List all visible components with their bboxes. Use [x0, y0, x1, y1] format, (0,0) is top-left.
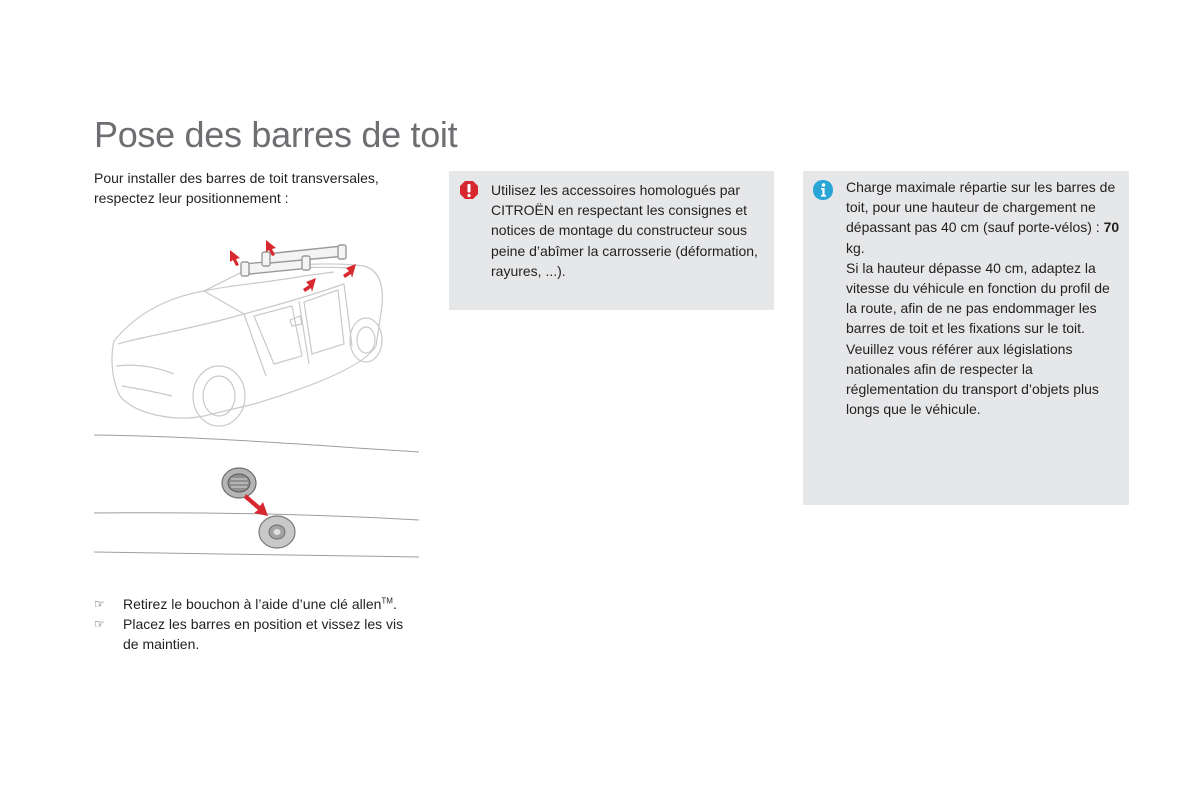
car-drawing — [112, 264, 382, 426]
trademark-sup: TM — [381, 596, 393, 606]
bullet-text-2: Placez les barres en position et vissez les vis de maintien. — [123, 616, 404, 652]
info-text — [846, 177, 1121, 419]
intro-text: Pour installer des barres de toit transversales, respectez leur positionnement : — [94, 170, 379, 206]
warning-box — [449, 171, 774, 310]
bullet-text-1-end: . — [392, 596, 397, 612]
roof-rail-lines — [94, 435, 419, 557]
info-paragraph-legislation: Veuillez vous référer aux législations nationales afin de respecter la réglementation du transport d’objets plus longs que le véhicule. — [846, 340, 1099, 418]
warning-icon — [458, 179, 480, 201]
info-icon — [812, 179, 834, 201]
instruction-list — [94, 594, 419, 654]
page-title: Pose des barres de toit — [94, 114, 458, 155]
roof-bars — [241, 245, 346, 276]
roof-cap-detail — [222, 468, 295, 548]
info-box — [803, 171, 1129, 505]
roof-bars-illustration — [94, 236, 424, 566]
list-item — [94, 614, 419, 654]
pointing-hand-icon: ☞ — [94, 597, 105, 611]
max-load-value: 70 — [1103, 219, 1120, 236]
pointing-hand-icon: ☞ — [94, 617, 105, 631]
bullet-text-1: Retirez le bouchon à l’aide d’une clé allen — [123, 596, 382, 612]
info-paragraph-load: Charge maximale répartie sur les barres de toit, pour une hauteur de chargement ne dépassant pas 40 cm (sauf porte-vélos) : 70 kg. — [846, 179, 1120, 256]
info-paragraph-speed: Si la hauteur dépasse 40 cm, adaptez la vitesse du véhicule en fonction du profil de la route, afin de ne pas endommager les barres de toit et les fixations sur le toit. — [846, 259, 1110, 337]
warning-text: Utilisez les accessoires homologués par CITROËN en respectant les consignes et notices de montage du constructeur sous peine d’abîmer la carrosserie (déformation, rayures, ...). — [491, 182, 758, 279]
list-item — [94, 594, 419, 614]
